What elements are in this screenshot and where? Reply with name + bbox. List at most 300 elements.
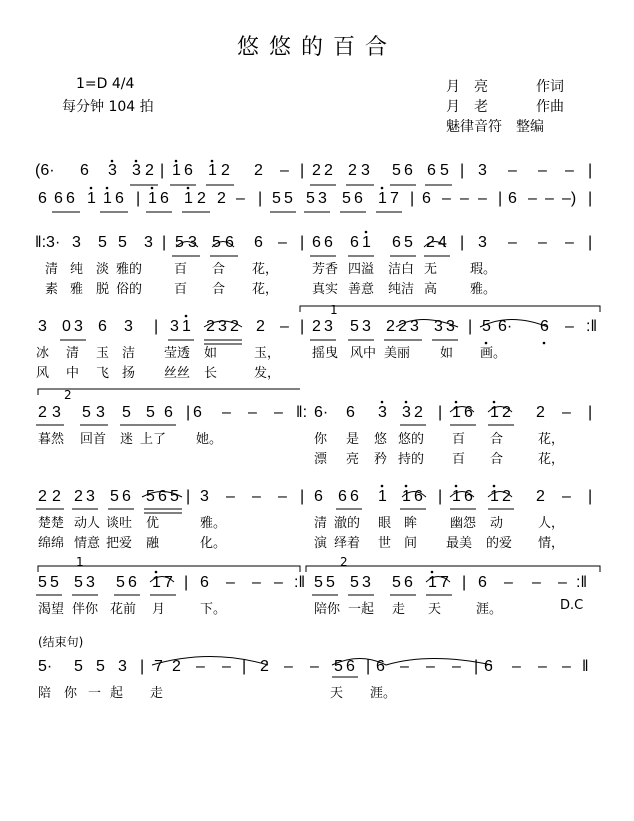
key-signature: 1=D 4/4 (76, 76, 135, 92)
barline: | (186, 404, 191, 421)
note: – (565, 234, 574, 251)
note: 3 (96, 404, 105, 421)
composer-role: 作曲 (536, 99, 564, 115)
lyric: 冰 (36, 346, 50, 361)
lyric: 长 (204, 366, 218, 381)
slur (386, 659, 492, 666)
note: 2 (172, 658, 181, 675)
lyric: 淡 (96, 262, 110, 277)
note: 3 (318, 190, 327, 207)
note: 5 (96, 658, 105, 675)
note: 5 (98, 234, 107, 251)
lyric: 世 (378, 536, 392, 551)
lyric: 合 (212, 282, 226, 297)
lyric: 你 (314, 432, 328, 447)
note: 6 (254, 234, 263, 251)
note: 3 (108, 162, 117, 179)
note: 2 (312, 318, 321, 335)
lyric: 花， (538, 432, 565, 447)
note: 4 (438, 234, 447, 251)
note: 5 (146, 404, 155, 421)
note: 2 (426, 234, 435, 251)
lyric: 陪你 (314, 602, 341, 617)
lyric: 雅 (70, 282, 84, 297)
lyric: 清 (314, 516, 328, 531)
volta-2-label: 2 (64, 388, 72, 402)
lyric: 走 (150, 686, 164, 701)
note: 6 (225, 234, 234, 251)
lyric: 亮 (346, 452, 360, 467)
note: 1 (452, 488, 461, 505)
note: 5 (110, 488, 119, 505)
barline: | (300, 162, 305, 179)
slur (424, 242, 446, 248)
lyric: 纯洁 (388, 282, 415, 297)
note: 2 (254, 162, 263, 179)
note: 5 (392, 574, 401, 591)
note: 5 (212, 234, 221, 251)
note: 5 (350, 318, 359, 335)
lyric: 美丽 (384, 346, 411, 361)
note: 3 (132, 162, 141, 179)
note: ‖:3· (35, 234, 61, 251)
note: 6· (314, 404, 329, 421)
lyric: 楚楚 (38, 516, 65, 531)
note: 6 (354, 190, 363, 207)
octave-dot (493, 485, 496, 488)
note: 1 (152, 574, 161, 591)
slur (450, 492, 474, 498)
note: – (478, 190, 487, 207)
note: 2 (502, 404, 511, 421)
lyric: 清 (45, 262, 59, 277)
note: 3 (170, 318, 179, 335)
lyric: 漂 (314, 452, 328, 467)
note: 2 (197, 190, 206, 207)
note: 6 (540, 318, 549, 335)
barline: | (258, 190, 263, 207)
note: – (310, 658, 319, 675)
note: 3 (144, 234, 153, 251)
lyric: 融 (146, 536, 160, 551)
lyric: 涯。 (476, 602, 503, 617)
lyric: 瑕。 (470, 262, 497, 277)
lyric: 清 (66, 346, 80, 361)
lyric: 雅。 (200, 516, 227, 531)
lyric: 纯 (70, 262, 84, 277)
octave-dot (175, 160, 178, 163)
note: 3 (446, 318, 455, 335)
lyric: 优 (146, 516, 160, 531)
note: 7 (154, 658, 163, 675)
lyric: 动人 (74, 516, 101, 531)
lyric: 花， (252, 262, 279, 277)
octave-dot (90, 187, 93, 190)
note: 7 (390, 190, 399, 207)
barline: | (366, 658, 371, 675)
octave-dot (365, 231, 368, 234)
note: 6 (312, 234, 321, 251)
lyric: 眸 (404, 516, 418, 531)
lyric: 百 (452, 452, 466, 467)
note: 6 (184, 162, 193, 179)
lyric: 月 (152, 602, 166, 617)
note: 1 (452, 404, 461, 421)
note: – (508, 162, 517, 179)
lyric: 雅。 (470, 282, 497, 297)
volta-2-label-b: 2 (340, 555, 348, 569)
lyric: 起 (110, 686, 124, 701)
octave-dot (405, 485, 408, 488)
note: 6 (38, 190, 47, 207)
lyric: 合 (490, 432, 504, 447)
lyric: 天 (428, 602, 442, 617)
volta-1-label-b: 1 (76, 555, 84, 569)
note: 5 (146, 488, 155, 505)
note: 5 (175, 234, 184, 251)
lyric: 谈吐 (106, 516, 133, 531)
note: 5 (342, 190, 351, 207)
note: – (508, 234, 517, 251)
note: (6· (35, 162, 55, 179)
note: 1 (103, 190, 112, 207)
note: 6 (80, 162, 89, 179)
barline: | (140, 658, 145, 675)
note: 1 (378, 190, 387, 207)
note: 6 (54, 190, 63, 207)
barline: | (300, 318, 305, 335)
note: 3 (124, 318, 133, 335)
barline: | (460, 162, 465, 179)
note: – (278, 234, 287, 251)
note: 6 (66, 190, 75, 207)
note: 7 (440, 574, 449, 591)
octave-dot-low (485, 342, 488, 345)
slur (402, 492, 426, 498)
barline: | (300, 488, 305, 505)
octave-dot (455, 401, 458, 404)
note: – (532, 574, 541, 591)
lyric: 持的 (398, 452, 425, 467)
note: 6 (350, 234, 359, 251)
lyric: 丝丝 (164, 366, 191, 381)
note: – (562, 488, 571, 505)
lyric: 一 (88, 686, 102, 701)
note: 5 (170, 488, 179, 505)
barline: | (498, 190, 503, 207)
note: 6 (193, 404, 202, 421)
note: 6 (164, 404, 173, 421)
note: 6 (314, 488, 323, 505)
note: – (442, 190, 451, 207)
note: 6 (122, 488, 131, 505)
composer-name: 月 老 (446, 99, 488, 115)
note: 2 (38, 404, 47, 421)
lyric: 回首 (80, 432, 107, 447)
lyric: 陪 (38, 686, 52, 701)
volta-bracket (38, 566, 300, 572)
note: 5 (284, 190, 293, 207)
note: – (426, 658, 435, 675)
note: – (538, 234, 547, 251)
lyric: 莹透 (164, 346, 191, 361)
lyric: 高 (424, 282, 438, 297)
lyric: 风 (36, 366, 50, 381)
note: 1 (172, 162, 181, 179)
note: 2 (398, 318, 407, 335)
note: 6 (350, 488, 359, 505)
note: – (222, 658, 231, 675)
slur (152, 657, 268, 666)
note: 2 (414, 404, 423, 421)
barline: | (468, 318, 473, 335)
barline: | (186, 488, 191, 505)
octave-dot-low (543, 342, 546, 345)
note: 5 (116, 574, 125, 591)
barline: | (410, 190, 415, 207)
lyric: 她。 (196, 432, 223, 447)
note: 6 (338, 488, 347, 505)
note: – (196, 658, 205, 675)
lyric: 迷 (120, 432, 134, 447)
barline: | (588, 190, 593, 207)
lyric: 无 (424, 262, 438, 277)
volta-bracket (306, 566, 600, 572)
lyric: 你 (64, 686, 78, 701)
note: 2 (502, 488, 511, 505)
note: 6 (346, 404, 355, 421)
tempo: 每分钟 104 拍 (62, 99, 154, 115)
note: – (252, 574, 261, 591)
note: ‖: (296, 404, 308, 421)
note: – (226, 488, 235, 505)
octave-dot (155, 571, 158, 574)
lyric: 情， (538, 536, 565, 551)
note: 3 (362, 318, 371, 335)
note: 6 (508, 190, 517, 207)
lyric: 幽怨 (450, 516, 477, 531)
note: 6 (392, 234, 401, 251)
lyric: 真实 (312, 282, 339, 297)
note: 5 (272, 190, 281, 207)
lyric: 玉， (254, 346, 281, 361)
lyric: 动 (490, 516, 504, 531)
lyric: 扬 (122, 366, 136, 381)
lyric: 矜 (374, 452, 388, 467)
octave-dot (135, 160, 138, 163)
lyric: 洁白 (388, 262, 415, 277)
slur (450, 407, 474, 413)
note: 6 (414, 488, 423, 505)
note: 3 (38, 318, 47, 335)
note: 5· (38, 658, 53, 675)
barline: | (462, 574, 467, 591)
note: 5 (306, 190, 315, 207)
note: 3 (362, 574, 371, 591)
note: 0 (62, 318, 71, 335)
barline: | (162, 234, 167, 251)
barline: | (588, 162, 593, 179)
note: 1 (362, 234, 371, 251)
note: 1 (184, 190, 193, 207)
note: 5 (482, 318, 491, 335)
lyric: 善意 (348, 282, 375, 297)
note: – (528, 190, 537, 207)
octave-dot (151, 187, 154, 190)
note: – (504, 574, 513, 591)
note: – (562, 404, 571, 421)
note: – (284, 658, 293, 675)
note: 1 (87, 190, 96, 207)
lyric: 伴你 (72, 602, 99, 617)
lyric: 风中 (350, 346, 377, 361)
lyricist-name: 月 亮 (446, 79, 488, 95)
note: 3 (434, 318, 443, 335)
note: 2 (386, 318, 395, 335)
octave-dot (381, 485, 384, 488)
note: – (545, 190, 554, 207)
note: 2 (52, 488, 61, 505)
lyric: 花前 (110, 602, 137, 617)
slur (488, 407, 512, 413)
note: 6 (464, 404, 473, 421)
octave-dot (405, 401, 408, 404)
barline: | (136, 190, 141, 207)
lyric: 的爱 (486, 536, 513, 551)
lyric: 最美 (446, 536, 473, 551)
note: 1 (490, 488, 499, 505)
note: 5 (334, 658, 343, 675)
lyric: 上了 (140, 432, 167, 447)
lyric: 素 (45, 282, 59, 297)
lyric: 脱 (96, 282, 110, 297)
lyric: 洁 (122, 346, 136, 361)
note: 3 (478, 234, 487, 251)
lyric: 花， (252, 282, 279, 297)
note: 1 (402, 488, 411, 505)
lyric: 下。 (200, 602, 227, 617)
note: 1 (148, 190, 157, 207)
note: 2 (74, 488, 83, 505)
lyric: 玉 (96, 346, 110, 361)
lyric: 把爱 (106, 536, 133, 551)
note: 3 (86, 574, 95, 591)
lyric: 澈的 (334, 516, 361, 531)
note: – (400, 658, 409, 675)
note: – (565, 162, 574, 179)
barline: | (242, 658, 247, 675)
slur (480, 320, 548, 328)
note: 3 (402, 404, 411, 421)
note: 3 (410, 318, 419, 335)
note: – (226, 574, 235, 591)
volta-bracket (300, 306, 600, 312)
note: 6 (404, 574, 413, 591)
lyric: 是 (346, 432, 360, 447)
note: – (278, 488, 287, 505)
note: – (512, 658, 521, 675)
lyric: 演 (314, 536, 328, 551)
slur (426, 577, 450, 583)
lyric: D.C (560, 598, 584, 613)
slur (488, 492, 512, 498)
note: 2 (230, 318, 239, 335)
lyricist-role: 作词 (536, 79, 564, 95)
note: 3 (218, 318, 227, 335)
lyric: 绎着 (334, 536, 361, 551)
note: 6 (346, 658, 355, 675)
octave-dot (455, 485, 458, 488)
slur (176, 242, 198, 248)
octave-dot (493, 401, 496, 404)
note: 3 (74, 318, 83, 335)
lyric: 合 (490, 452, 504, 467)
slur (150, 577, 174, 583)
note: – (274, 404, 283, 421)
note: 5 (350, 574, 359, 591)
note: 5 (82, 404, 91, 421)
lyric: 如 (440, 346, 454, 361)
barline: | (588, 488, 593, 505)
lyric: 画。 (480, 346, 507, 361)
note: 5 (326, 574, 335, 591)
octave-dot (187, 187, 190, 190)
lyric: 情意 (74, 536, 101, 551)
note: – (280, 162, 289, 179)
lyric: 天 (330, 686, 344, 701)
lyric: 飞 (96, 366, 110, 381)
note: 6 (376, 658, 385, 675)
lyric: 百 (174, 282, 188, 297)
note: 2 (217, 190, 226, 207)
note: 2 (206, 318, 215, 335)
note: 2 (348, 162, 357, 179)
lyric: 涯。 (370, 686, 397, 701)
note: 2 (38, 488, 47, 505)
lyric: 花， (538, 452, 565, 467)
note: 2 (260, 658, 269, 675)
note: 1 (208, 162, 217, 179)
note: – (562, 658, 571, 675)
barline: | (588, 404, 593, 421)
slur (396, 320, 458, 328)
note: – (252, 488, 261, 505)
lyric: 如 (204, 346, 218, 361)
lyric: 发， (254, 366, 281, 381)
octave-dot (185, 315, 188, 318)
note: – (460, 190, 469, 207)
lyric: 悠 (374, 432, 388, 447)
note: 3 (86, 488, 95, 505)
note: 6 (478, 574, 487, 591)
slur (142, 492, 182, 498)
lyric: 一起 (348, 602, 375, 617)
note: :‖ (576, 574, 588, 591)
octave-dot (211, 160, 214, 163)
note: :‖ (586, 318, 598, 335)
note: 5 (50, 574, 59, 591)
note: 6 (404, 162, 413, 179)
note: – (236, 190, 245, 207)
note: 2 (145, 162, 154, 179)
barline: | (160, 162, 165, 179)
note: 1 (428, 574, 437, 591)
song-title: 悠悠的百合 (236, 35, 397, 60)
note: 5 (74, 658, 83, 675)
lyric: 摇曳 (312, 346, 339, 361)
note: 5 (118, 234, 127, 251)
note: 5 (404, 234, 413, 251)
